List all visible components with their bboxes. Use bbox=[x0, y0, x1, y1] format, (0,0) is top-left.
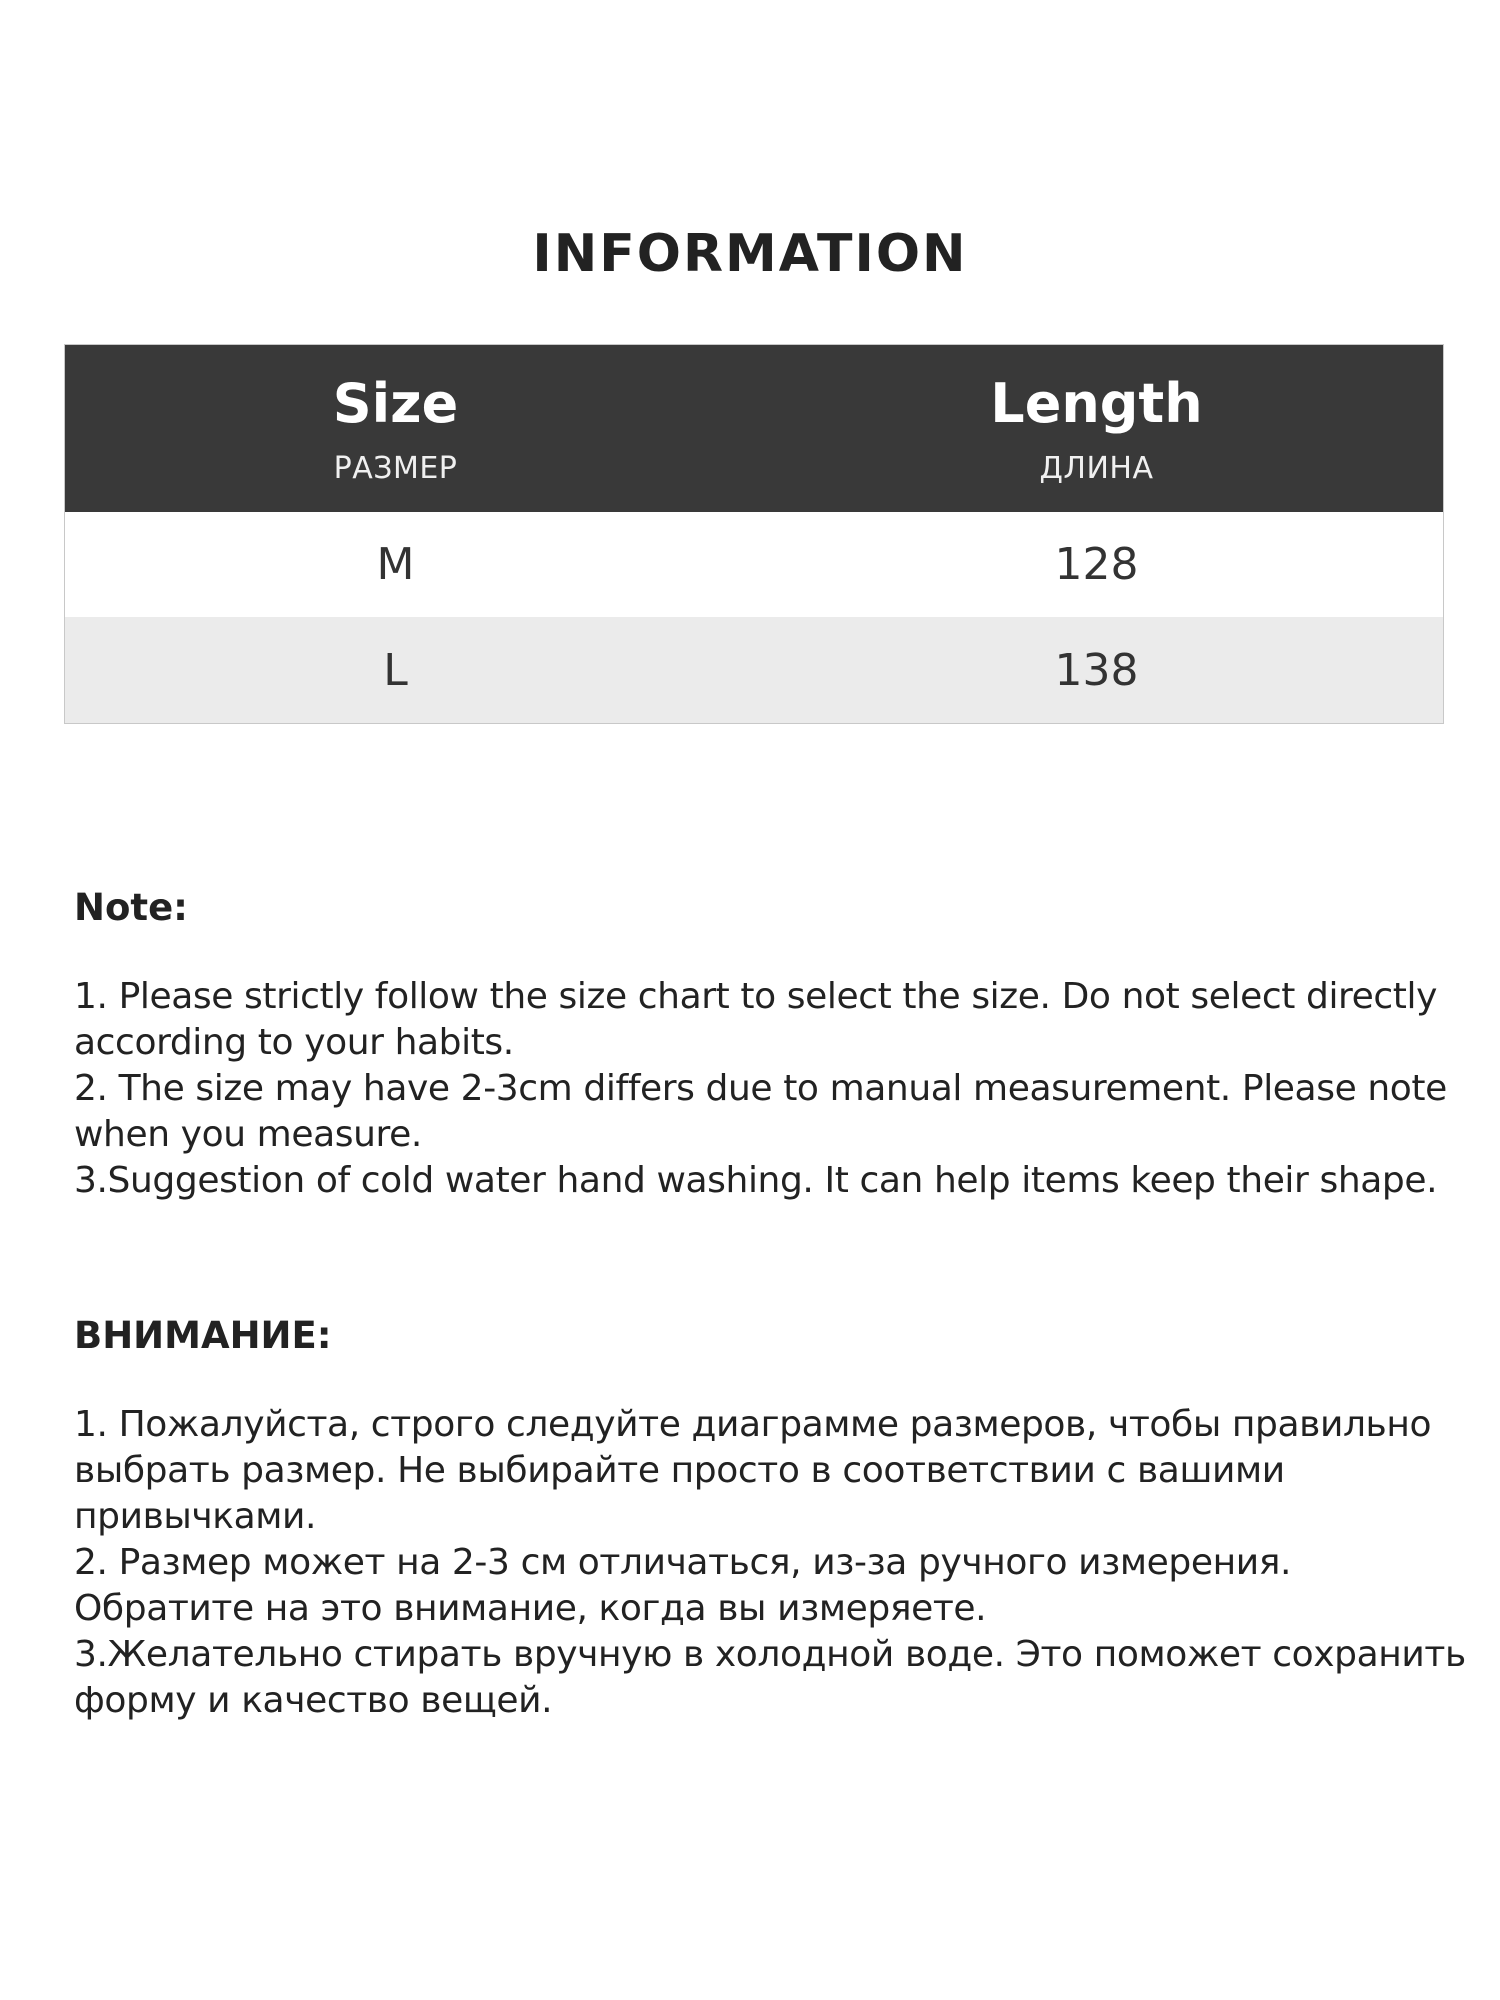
note-line: 1. Please strictly follow the size chart to select the size. Do not select directly bbox=[74, 976, 1438, 1017]
russian-note-heading: ВНИМАНИЕ: bbox=[74, 1314, 332, 1357]
note-line: 2. The size may have 2-3cm differs due to manual measurement. Please note bbox=[74, 1068, 1447, 1109]
russian-note-line: 1. Пожалуйста, строго следуйте диаграмме размеров, чтобы правильно bbox=[74, 1404, 1432, 1445]
russian-note-line: Обратите на это внимание, когда вы измеряете. bbox=[74, 1588, 987, 1629]
russian-note-line: форму и качество вещей. bbox=[74, 1680, 553, 1721]
page-title: INFORMATION bbox=[532, 224, 968, 284]
table-header bbox=[65, 345, 1443, 512]
note-line: according to your habits. bbox=[74, 1022, 514, 1063]
cell-length: 138 bbox=[1054, 644, 1139, 696]
size-table bbox=[64, 344, 1444, 724]
note-line: 3.Suggestion of cold water hand washing. It can help items keep their shape. bbox=[74, 1160, 1438, 1201]
header-size bbox=[51, 345, 740, 512]
header-size-sublabel: РАЗМЕР bbox=[333, 451, 458, 486]
table-row bbox=[65, 512, 1443, 617]
note-heading: Note: bbox=[74, 886, 188, 929]
russian-note-line: привычками. bbox=[74, 1496, 317, 1537]
note-list bbox=[74, 974, 1454, 1204]
russian-note-line: выбрать размер. Не выбирайте просто в соответствии с вашими bbox=[74, 1450, 1285, 1491]
russian-note-line: 3.Желательно стирать вручную в холодной воде. Это поможет сохранить bbox=[74, 1634, 1466, 1675]
header-length-label: Length bbox=[990, 372, 1203, 435]
table-row bbox=[65, 617, 1443, 723]
russian-note-line: 2. Размер может на 2-3 см отличаться, из-за ручного измерения. bbox=[74, 1542, 1292, 1583]
russian-note-list bbox=[74, 1402, 1466, 1724]
header-length-sublabel: ДЛИНА bbox=[1039, 451, 1154, 486]
russian-note-section bbox=[74, 1312, 1466, 1724]
note-line: when you measure. bbox=[74, 1114, 422, 1155]
header-size-label: Size bbox=[332, 372, 459, 435]
cell-length: 128 bbox=[1054, 539, 1139, 590]
note-section bbox=[74, 884, 1454, 1204]
cell-size: M bbox=[376, 539, 415, 590]
cell-size: L bbox=[383, 644, 408, 696]
header-length bbox=[752, 345, 1441, 512]
